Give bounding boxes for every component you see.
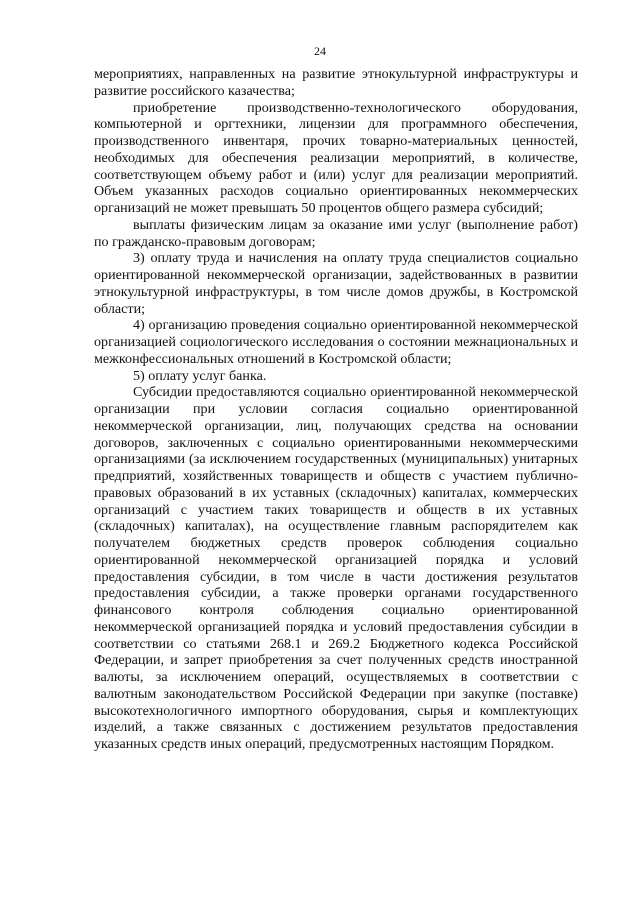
page-number: 24	[314, 44, 326, 58]
paragraph-continuation: мероприятиях, направленных на развитие этнокультурной инфраструктуры и развитие российского казачества;	[94, 66, 578, 99]
document-body	[94, 66, 578, 753]
paragraph-subsidy-conditions: Субсидии предоставляются социально ориентированной некоммерческой организации при условии согласия социально ориентированной некоммерческой организации, лиц, получающих средства на основании договоров, заключенных с социально ориентированными некоммерческими организациями (за исключением государственных (муниципальных) унитарных предприятий, хозяйственных товариществ и обществ с участием публично-правовых образований в их уставных (складочных) капиталах, коммерческих организаций с участием таких товариществ и обществ в их уставных (складочных) капиталах), на осуществление главным распорядителем как получателем бюджетных средств проверок соблюдения социально ориентированной некоммерческой организацией порядка и условий предоставления субсидии, в том числе в части достижения результатов предоставления субсидии, а также проверки органами государственного финансового контроля соблюдения социально ориентированной некоммерческой организацией порядка и условий предоставления субсидии в соответствии со статьями 268.1 и 269.2 Бюджетного кодекса Российской Федерации, и запрет приобретения за счет полученных средств иностранной валюты, за исключением операций, осуществляемых в соответствии с валютным законодательством Российской Федерации при закупке (поставке) высокотехнологичного импортного оборудования, сырья и комплектующих изделий, а также связанных с достижением результатов предоставления указанных средств иных операций, предусмотренных настоящим Порядком.	[94, 384, 578, 752]
paragraph-item-3-salaries: 3) оплату труда и начисления на оплату труда специалистов социально ориентированной некоммерческой организации, задействованных в развитии этнокультурной инфраструктуры, в том числе домов дружбы, в Костромской области;	[94, 250, 578, 317]
paragraph-item-4-research: 4) организацию проведения социально ориентированной некоммерческой организацией социологического исследования о состоянии межнациональных и межконфессиональных отношений в Костромской области;	[94, 317, 578, 367]
paragraph-individual-payments: выплаты физическим лицам за оказание ими услуг (выполнение работ) по гражданско-правовым договорам;	[94, 216, 578, 250]
paragraph-item-5-bank-fees: 5) оплату услуг банка.	[133, 367, 267, 384]
paragraph-equipment-purchase: приобретение производственно-технологического оборудования, компьютерной и оргтехники, лицензии для программного обеспечения, производственного инвентаря, прочих товарно-материальных ценностей, необходимых для обеспечения реализации мероприятий, в количестве, соответствующем объему работ и (или) услуг для реализации мероприятий. Объем указанных расходов социально ориентированных некоммерческих организаций не может превышать 50 процентов общего размера субсидий;	[94, 99, 578, 216]
